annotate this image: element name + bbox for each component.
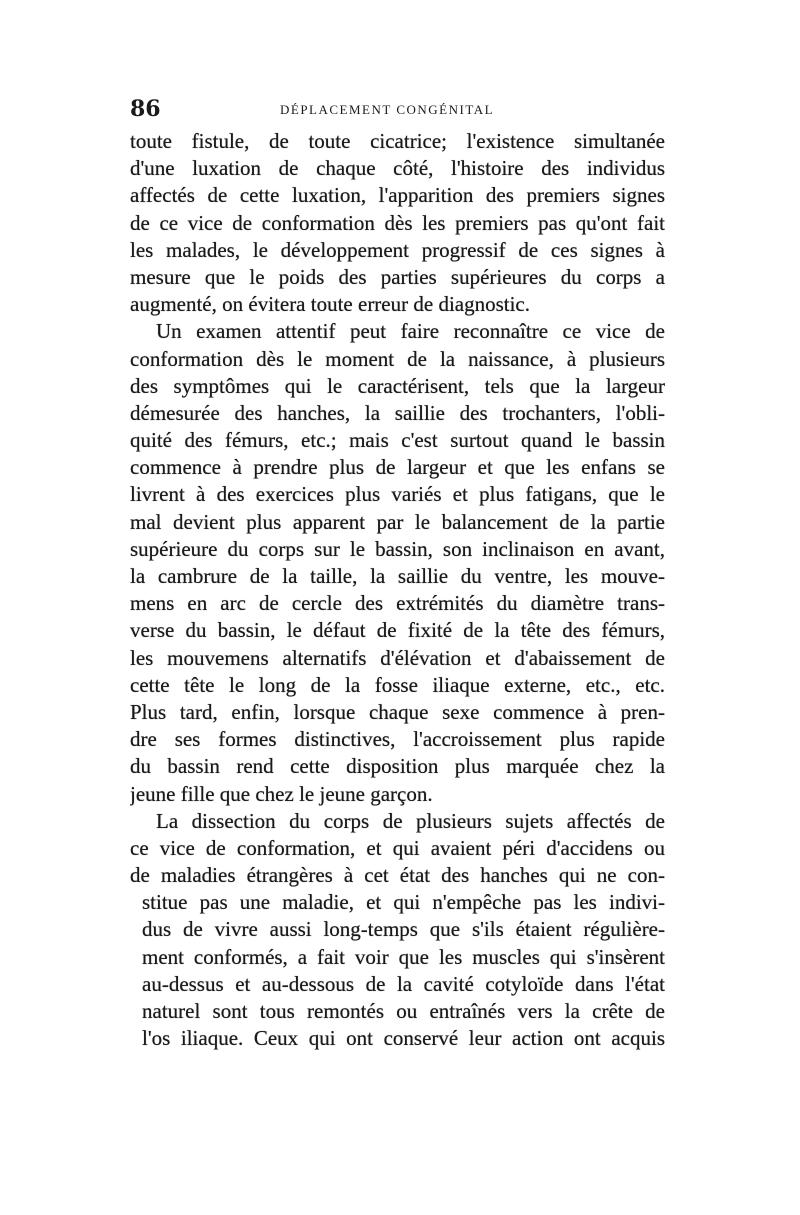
text-line: la cambrure de la taille, la saillie du ventre, les mouve-: [130, 564, 665, 588]
text-line: dre ses formes distinctives, l'accroissement plus rapide: [130, 727, 665, 752]
text-line: verse du bassin, le défaut de fixité de la tête des fémurs,: [130, 618, 665, 643]
text-line: de ce vice de conformation dès les premiers pas qu'ont fait: [130, 210, 665, 235]
text-line: conformation dès le moment de la naissance, à plusieurs: [130, 346, 665, 371]
text-line: augmenté, on évitera toute erreur de diagnostic.: [130, 292, 531, 317]
paragraph-start-line: La dissection du corps de plusieurs sujets affectés de: [156, 808, 665, 833]
body-text: [130, 128, 665, 1052]
text-line: affectés de cette luxation, l'apparition des premiers signes: [130, 183, 665, 208]
text-line: d'une luxation de chaque côté, l'histoire des individus: [130, 156, 665, 181]
text-line: démesurée des hanches, la saillie des trochanters, l'obli-: [130, 400, 665, 425]
text-line: de maladies étrangères à cet état des hanches qui ne con-: [130, 863, 665, 888]
text-line: les malades, le développement progressif de ces signes à: [130, 237, 665, 262]
text-line: du bassin rend cette disposition plus marquée chez la: [130, 754, 665, 779]
page-header: [130, 96, 665, 126]
text-line: des symptômes qui le caractérisent, tels que la largeur: [130, 373, 665, 398]
text-line: Plus tard, enfin, lorsque chaque sexe commence à pren-: [130, 699, 665, 724]
text-line: jeune fille que chez le jeune garçon.: [130, 781, 433, 806]
text-line: les mouvemens alternatifs d'élévation et d'abaissement de: [130, 645, 665, 670]
paragraph-start-line: Un examen attentif peut faire reconnaître ce vice de: [156, 319, 665, 344]
text-line: stitue pas une maladie, et qui n'empêche pas les indivi-: [142, 890, 665, 915]
text-line: cette tête le long de la fosse iliaque externe, etc., etc.: [130, 672, 665, 697]
text-line: mesure que le poids des parties supérieures du corps a: [130, 264, 665, 289]
page-number: 86: [130, 96, 161, 122]
text-line: l'os iliaque. Ceux qui ont conservé leur action ont acquis: [142, 1026, 665, 1051]
text-line: livrent à des exercices plus variés et plus fatigans, que le: [130, 482, 665, 507]
text-line: ment conformés, a fait voir que les muscles qui s'insèrent: [142, 944, 665, 969]
text-line: au-dessus et au-dessous de la cavité cotyloïde dans l'état: [142, 971, 665, 996]
text-line: mens en arc de cercle des extrémités du diamètre trans-: [130, 591, 665, 616]
running-head: DÉPLACEMENT CONGÉNITAL: [280, 102, 495, 117]
text-line: mal devient plus apparent par le balancement de la partie: [130, 509, 665, 534]
text-line: commence à prendre plus de largeur et que les enfans se: [130, 455, 665, 480]
text-line: supérieure du corps sur le bassin, son inclinaison en avant,: [130, 536, 665, 561]
text-line: quité des fémurs, etc.; mais c'est surtout quand le bassin: [130, 428, 665, 453]
text-line: dus de vivre aussi long-temps que s'ils étaient régulière-: [142, 917, 665, 942]
text-line: toute fistule, de toute cicatrice; l'existence simultanée: [130, 129, 665, 153]
text-line: ce vice de conformation, et qui avaient péri d'accidens ou: [130, 835, 665, 860]
text-line: naturel sont tous remontés ou entraînés vers la crête de: [142, 999, 665, 1023]
